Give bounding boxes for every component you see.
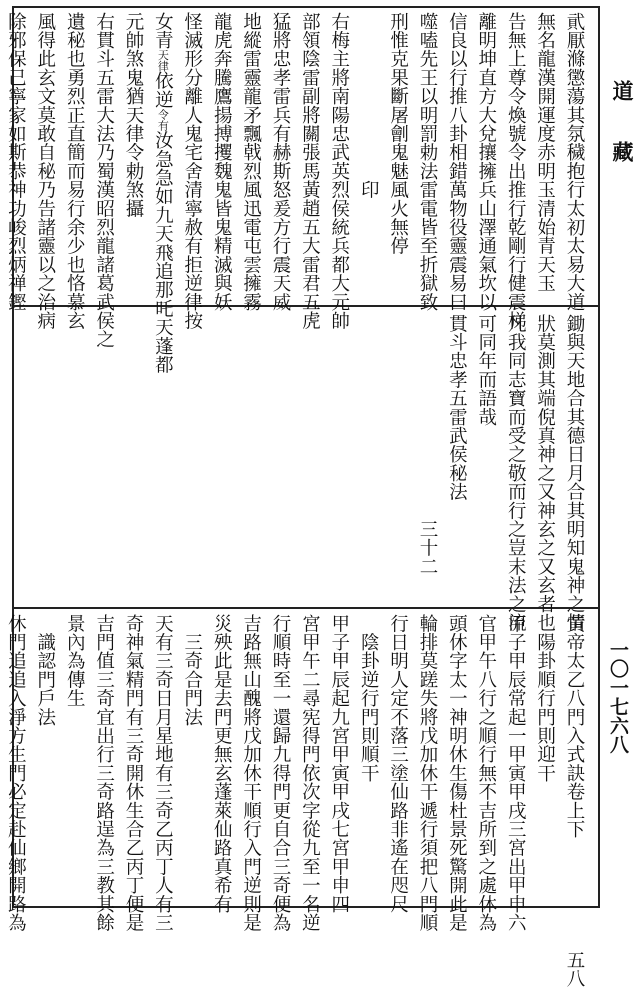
column-text: 信良以行推八卦相錯萬物役靈震易曰 <box>446 12 468 312</box>
column-text: 噬嗑先王以明罰勅法雷電皆至折獄致 <box>417 12 438 312</box>
column-text: 行順時至一還歸九得門更自合三奇便為 <box>270 614 291 932</box>
text-column <box>298 614 320 932</box>
text-column <box>210 12 232 311</box>
text-column <box>563 12 585 311</box>
column-text: 頭休字太一神明休生傷杜景死驚開此是 <box>446 614 468 932</box>
text-column <box>357 12 379 199</box>
text-column <box>445 12 467 311</box>
column-text: 陰卦逆行門則順干 <box>358 614 380 783</box>
text-column <box>416 12 438 311</box>
column-text: 天有三奇日月星地有三奇乙丙丁人有三 <box>152 614 174 932</box>
column-text: 災殃此是去門更無玄蓬萊仙路真希有 <box>211 614 233 914</box>
text-column <box>475 12 497 311</box>
column-text: 甲子甲辰常起一甲寅甲戌三宮出甲申六 <box>505 614 527 932</box>
column-text: 貮厭滌懲蕩其氛穢抱行太初太易大道 <box>564 12 585 312</box>
text-column <box>210 614 232 913</box>
annotation-text: 令有 <box>156 108 170 131</box>
text-column <box>151 614 173 932</box>
column-text: 除邪保己寧家如斯恭神功峻烈炳禅鏗 <box>5 12 27 312</box>
text-column <box>445 614 467 932</box>
text-column <box>93 614 115 932</box>
text-column <box>63 12 85 330</box>
column-text: 右貫斗五雷大法乃蜀漢昭烈龍諸葛武侯之 <box>93 12 115 349</box>
text-column <box>93 12 115 349</box>
text-column <box>63 614 85 708</box>
column-text: 告無上尊令煥號令出推行乾剛行健震梯 <box>505 12 527 330</box>
text-column <box>387 614 409 913</box>
column-text: 景內為傳生 <box>64 614 86 708</box>
text-column <box>328 12 350 330</box>
column-text: 怪滅形分離人鬼宅舍清寧赦有拒逆律按 <box>181 12 203 330</box>
text-column <box>475 314 497 426</box>
text-column <box>122 614 144 932</box>
text-column <box>534 614 556 782</box>
column-text: 猛將忠孝雷兵有赫斯怒爰方行震天威 <box>270 12 291 312</box>
column-text: 龍虎奔騰鷹揚搏攫魏鬼皆鬼精滅與妖 <box>211 12 233 312</box>
column-text: 行日明人定不落三塗仙路非遙在咫尺 <box>387 614 409 914</box>
text-column <box>269 614 291 932</box>
column-text: 部領陰雷副將關張馬黃趙五大雷君五虎 <box>299 12 321 330</box>
text-column <box>122 12 144 218</box>
column-text: 汝急急如九天飛追那吒天蓬都 <box>152 130 174 374</box>
text-column <box>269 12 291 311</box>
text-column <box>504 12 526 330</box>
text-column <box>563 314 585 632</box>
column-text: 甲子甲辰起九宮甲寅甲戌七宮甲申四 <box>328 614 350 914</box>
column-text: 遺秘也勇烈正直簡而易行余少也恪慕玄 <box>64 12 86 330</box>
text-column <box>151 12 173 374</box>
column-text: 離明坤直方大兌攘擁兵山澤通氣坎以 <box>475 12 497 312</box>
text-column <box>240 12 262 311</box>
text-column <box>240 614 262 932</box>
text-column <box>416 614 438 932</box>
column-text: 印 <box>358 12 380 199</box>
text-column <box>298 12 320 330</box>
column-text: 鋤與天地合其德日月合其明知鬼神之情 <box>564 314 585 632</box>
column-text: 凡我同志寶而受之敬而行之豈末法之流 <box>505 314 527 632</box>
column-text: 狀莫測其端倪真神之又神玄之又玄者也 <box>534 314 556 632</box>
column-text: 奇神氣精門有三奇開休生合乙丙丁便是 <box>123 614 144 932</box>
page-number: 一〇一七六八 <box>607 640 629 754</box>
column-text: 輪排莫蹉失將戊加休干遞行須把八門順 <box>417 614 438 932</box>
column-text: 地縱雷靈龍矛飄戟烈風迅電屯雲擁霧 <box>240 12 262 312</box>
text-column <box>4 12 26 311</box>
column-text: 可同年而語哉 <box>475 314 497 427</box>
text-column <box>34 12 56 330</box>
column-text: 三十二 <box>417 314 438 576</box>
column-text: 風得此玄文莫敢自秘乃告諸靈以之治病 <box>34 12 56 330</box>
column-text: 無名龍漢開運度赤明玉清始青天玉 <box>534 12 556 293</box>
column-text: 依逆 <box>152 71 174 109</box>
column-text: 三奇合門法 <box>181 614 203 727</box>
text-column <box>504 614 526 932</box>
side-title: 道藏 <box>610 80 635 202</box>
column-text: 黄帝太乙八門入式訣卷上下 五八 <box>564 614 585 988</box>
column-text: 陽卦順行門則迎干 <box>534 614 556 783</box>
text-column <box>416 314 438 576</box>
column-text: 右梅主將南陽忠武英烈侯統兵都大元帥 <box>328 12 350 330</box>
column-text: 宮甲午二尋宪得門依次字從九至一名逆 <box>299 614 321 932</box>
text-column <box>357 614 379 782</box>
text-column <box>534 12 556 293</box>
column-text: 元帥煞鬼猶天律令勅煞攝 <box>123 12 144 218</box>
column-text: 吉路無山醜將戊加休干順行入門逆則是 <box>240 614 262 932</box>
text-column <box>475 614 497 932</box>
text-column <box>328 614 350 913</box>
column-text: 貫斗忠孝五雷武侯秘法 <box>446 314 468 501</box>
text-column <box>4 614 26 932</box>
text-column <box>181 12 203 330</box>
annotation-text: 天律 <box>156 49 170 72</box>
column-text: 識認門戶法 <box>34 614 56 727</box>
column-text: 刑惟克果斷屠劊鬼魅風火無停 <box>387 12 409 256</box>
column-text: 官甲午八行之順行無不吉所到之處休為 <box>475 614 497 932</box>
text-column <box>563 614 585 988</box>
text-column <box>504 314 526 632</box>
column-text: 女青 <box>152 12 174 50</box>
text-column <box>534 314 556 632</box>
text-column <box>181 614 203 726</box>
column-text: 吉門值三奇宜出行三奇路逞為三教其餘 <box>93 614 115 932</box>
text-column <box>445 314 467 501</box>
column-text: 休門追追入淨方生門必定赴仙鄉開路為 <box>5 614 27 932</box>
text-column <box>387 12 409 255</box>
text-column <box>34 614 56 726</box>
